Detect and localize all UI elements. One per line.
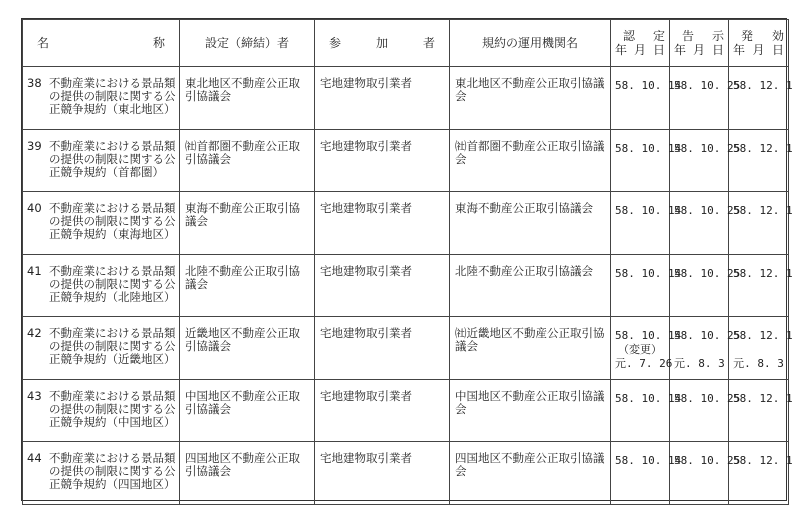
agency-cell: 四国地区不動産公正取引協議会 [450,442,611,505]
regulation-name-cell: 38 不動産業における景品類の提供の制限に関する公正競争規約（東北地区） [23,67,180,130]
table-row [23,442,789,505]
participant-cell: 宅地建物取引業者 [315,67,450,130]
participant-cell: 宅地建物取引業者 [315,129,450,192]
effective-date-cell: 58. 12. 1 [729,379,789,442]
notice-date-cell: 58. 10. 25 元. 8. 3 [670,317,729,380]
agency-cell: 北陸不動産公正取引協議会 [450,254,611,317]
table-row [23,254,789,317]
setter-cell: 中国地区不動産公正取引協議会 [180,379,315,442]
approval-date-cell: 58. 10. 14 （変更） 元. 7. 26 [611,317,670,380]
setter-cell: ㈳首都圏不動産公正取引協議会 [180,129,315,192]
notice-date-cell: 58. 10. 25 [670,379,729,442]
table-row [23,379,789,442]
table-row [23,317,789,380]
regulation-table [22,19,793,505]
header-name: 名 称 [23,20,180,67]
participant-cell: 宅地建物取引業者 [315,192,450,255]
participant-cell: 宅地建物取引業者 [315,254,450,317]
setter-cell: 北陸不動産公正取引協議会 [180,254,315,317]
setter-cell: 東海不動産公正取引協議会 [180,192,315,255]
header-participant: 参 加 者 [315,20,450,67]
header-notice-date: 告 示 年 月 日 [670,20,729,67]
header-setter: 設定（締結）者 [180,20,315,67]
approval-date-cell: 58. 10. 14 [611,379,670,442]
table-row [23,129,789,192]
regulation-name-cell: 42 不動産業における景品類の提供の制限に関する公正競争規約（近畿地区） [23,317,180,380]
effective-date-cell: 58. 12. 1 [729,129,789,192]
regulation-name-cell: 39 不動産業における景品類の提供の制限に関する公正競争規約（首都圏） [23,129,180,192]
participant-cell: 宅地建物取引業者 [315,317,450,380]
notice-date-cell: 58. 10. 25 [670,254,729,317]
effective-date-cell: 58. 12. 1 [729,67,789,130]
effective-date-cell: 58. 12. 1 [729,442,789,505]
header-agency: 規約の運用機関名 [450,20,611,67]
effective-date-cell: 58. 12. 1 元. 8. 3 [729,317,789,380]
effective-date-cell: 58. 12. 1 [729,192,789,255]
regulation-name-cell: 41 不動産業における景品類の提供の制限に関する公正競争規約（北陸地区） [23,254,180,317]
table-row [23,67,789,130]
agency-cell: 中国地区不動産公正取引協議会 [450,379,611,442]
participant-cell: 宅地建物取引業者 [315,442,450,505]
notice-date-cell: 58. 10. 25 [670,67,729,130]
header-row [23,20,789,67]
approval-date-cell: 58. 10. 14 [611,129,670,192]
effective-date-cell: 58. 12. 1 [729,254,789,317]
agency-cell: 東北地区不動産公正取引協議会 [450,67,611,130]
regulation-name-cell: 44 不動産業における景品類の提供の制限に関する公正競争規約（四国地区） [23,442,180,505]
agency-cell: ㈳首都圏不動産公正取引協議会 [450,129,611,192]
regulation-table-sheet [21,18,793,501]
participant-cell: 宅地建物取引業者 [315,379,450,442]
table-row [23,192,789,255]
approval-date-cell: 58. 10. 14 [611,192,670,255]
agency-cell: 東海不動産公正取引協議会 [450,192,611,255]
header-effective-date: 発 効 年 月 日 [729,20,789,67]
setter-cell: 四国地区不動産公正取引協議会 [180,442,315,505]
setter-cell: 近畿地区不動産公正取引協議会 [180,317,315,380]
setter-cell: 東北地区不動産公正取引協議会 [180,67,315,130]
regulation-name-cell: 40 不動産業における景品類の提供の制限に関する公正競争規約（東海地区） [23,192,180,255]
approval-date-cell: 58. 10. 14 [611,442,670,505]
approval-date-cell: 58. 10. 14 [611,67,670,130]
notice-date-cell: 58. 10. 25 [670,129,729,192]
notice-date-cell: 58. 10. 25 [670,192,729,255]
header-approval-date: 認 定 年 月 日 [611,20,670,67]
notice-date-cell: 58. 10. 25 [670,442,729,505]
agency-cell: ㈳近畿地区不動産公正取引協議会 [450,317,611,380]
approval-date-cell: 58. 10. 14 [611,254,670,317]
regulation-name-cell: 43 不動産業における景品類の提供の制限に関する公正競争規約（中国地区） [23,379,180,442]
